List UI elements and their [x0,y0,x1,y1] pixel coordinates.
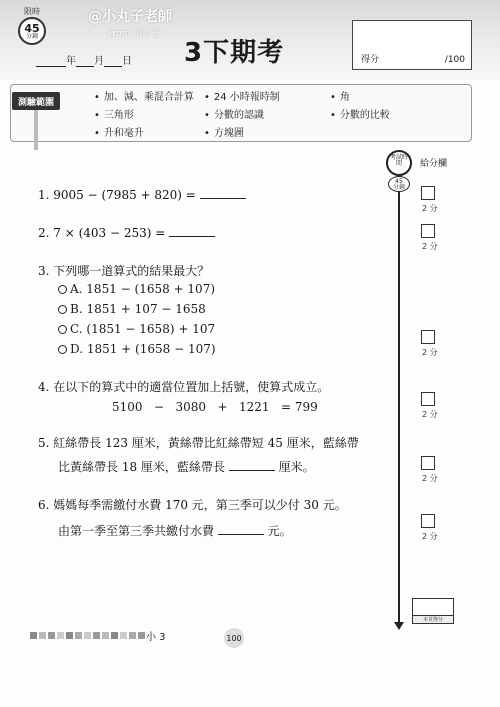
code-block [93,632,100,639]
answer-blank-q5[interactable] [229,460,275,471]
test-scope-label: 測驗範圍 [12,92,60,110]
timeline-arrow-icon [394,622,404,630]
code-block [129,632,136,639]
question-1-text: 1. 9005 − (7985 + 820) = [38,188,196,202]
question-4-expression[interactable]: 5100 − 3080 + 1221 = 799 [112,400,318,414]
radio-icon[interactable] [58,285,67,294]
code-block [75,632,82,639]
scope-topic: • 分數的比較 [330,106,390,121]
answer-blank-q1[interactable] [200,188,246,199]
page-score-box[interactable] [412,598,454,624]
option-b[interactable] [58,302,206,316]
score-box[interactable] [352,20,472,70]
code-block [84,632,91,639]
option-a[interactable] [58,282,215,296]
code-block [120,632,127,639]
date-line [36,52,132,67]
code-block [30,632,37,639]
question-6-line-1: 6. 媽媽每季需繳付水費 170 元，第三季可以少付 30 元。 [38,498,347,512]
code-block [57,632,64,639]
question-3-text: 3. 下列哪一道算式的結果最大？ [38,264,210,278]
time-limit-clock [14,6,50,50]
option-c[interactable] [58,322,215,336]
clock-label: 限時 [24,7,40,16]
mark-box-q2[interactable] [421,224,435,238]
radio-icon[interactable] [58,345,67,354]
question-2 [38,226,215,240]
exam-time-minutes-badge [388,176,410,192]
exam-time-minutes: 45 [395,178,403,185]
answer-blank-q2[interactable] [169,226,215,237]
option-d-text: D. 1851 + (1658 − 107) [70,342,216,356]
question-6-unit: 元。 [267,524,292,538]
scope-topic: • 方塊圖 [204,124,244,139]
date-day-blank[interactable] [104,57,122,67]
exam-time-unit: 分鐘 [392,184,405,191]
date-year-label: 年 [66,56,76,67]
scope-topic: • 加、減、乘混合計算 [94,88,194,103]
date-day-label: 日 [122,56,132,67]
code-block [138,632,145,639]
question-6-text: 由第一季至第三季共繳付水費 [58,524,215,538]
mark-box-q1[interactable] [421,186,435,200]
question-5-line-2 [58,458,315,475]
page-title: 3下期考 [184,38,285,68]
mark-label: 2 分 [422,348,438,357]
score-total: /100 [444,55,465,65]
scope-topic: • 角 [330,88,350,103]
radio-icon[interactable] [58,305,67,314]
scope-topic: • 分數的認識 [204,106,264,121]
mark-box-q6[interactable] [421,514,435,528]
clock-unit: 分鐘 [25,32,38,40]
code-block [111,632,118,639]
footer-grade: 小 3 [146,632,166,643]
scope-topic: • 三角形 [94,106,134,121]
watermark: @小丸子老師 [88,9,172,25]
code-block [66,632,73,639]
clock-icon [18,17,46,45]
mark-label: 2 分 [422,242,438,251]
mark-label: 2 分 [422,204,438,213]
mark-box-q3[interactable] [421,330,435,344]
scope-connector [34,110,38,150]
watermark-sub: From 小紅书 [108,29,161,39]
mark-label: 2 分 [422,474,438,483]
option-c-text: C. (1851 − 1658) + 107 [70,322,216,336]
radio-icon[interactable] [58,325,67,334]
question-4-text: 4. 在以下的算式中的適當位置加上括號，使算式成立。 [38,380,330,394]
grade-column-label: 給分欄 [420,159,448,169]
option-b-text: B. 1851 + 107 − 1658 [70,302,206,316]
page-number: 100 [224,628,244,648]
answer-blank-q6[interactable] [218,524,264,535]
code-block [48,632,55,639]
mark-box-q4[interactable] [421,392,435,406]
mark-box-q5[interactable] [421,456,435,470]
question-5-line-1: 5. 紅絲帶長 123 厘米，黃絲帶比紅絲帶短 45 厘米，藍絲帶 [38,436,359,450]
option-a-text: A. 1851 − (1658 + 107) [70,282,216,296]
mark-label: 2 分 [422,410,438,419]
score-label: 得分 [361,55,380,65]
question-6-line-2 [58,522,292,539]
date-month-blank[interactable] [76,57,94,67]
mark-label: 2 分 [422,532,438,541]
question-1 [38,188,246,202]
page-score-label: 本頁得分 [413,615,453,623]
exam-time-badge: 考試時間 [386,150,412,176]
question-2-text: 2. 7 × (403 − 253) = [38,226,166,240]
date-year-blank[interactable] [36,57,66,67]
question-5-text: 比黃絲帶長 18 厘米，藍絲帶長 [58,460,225,474]
option-d[interactable] [58,342,216,356]
timeline-line [398,166,400,626]
code-block [102,632,109,639]
date-month-label: 月 [94,56,104,67]
scope-topic: • 24 小時報時制 [204,88,280,103]
clock-minutes: 45 [24,21,40,35]
scope-topic: • 升和毫升 [94,124,144,139]
question-5-unit: 厘米。 [278,460,315,474]
code-block [39,632,46,639]
footer-code-blocks [30,632,145,639]
